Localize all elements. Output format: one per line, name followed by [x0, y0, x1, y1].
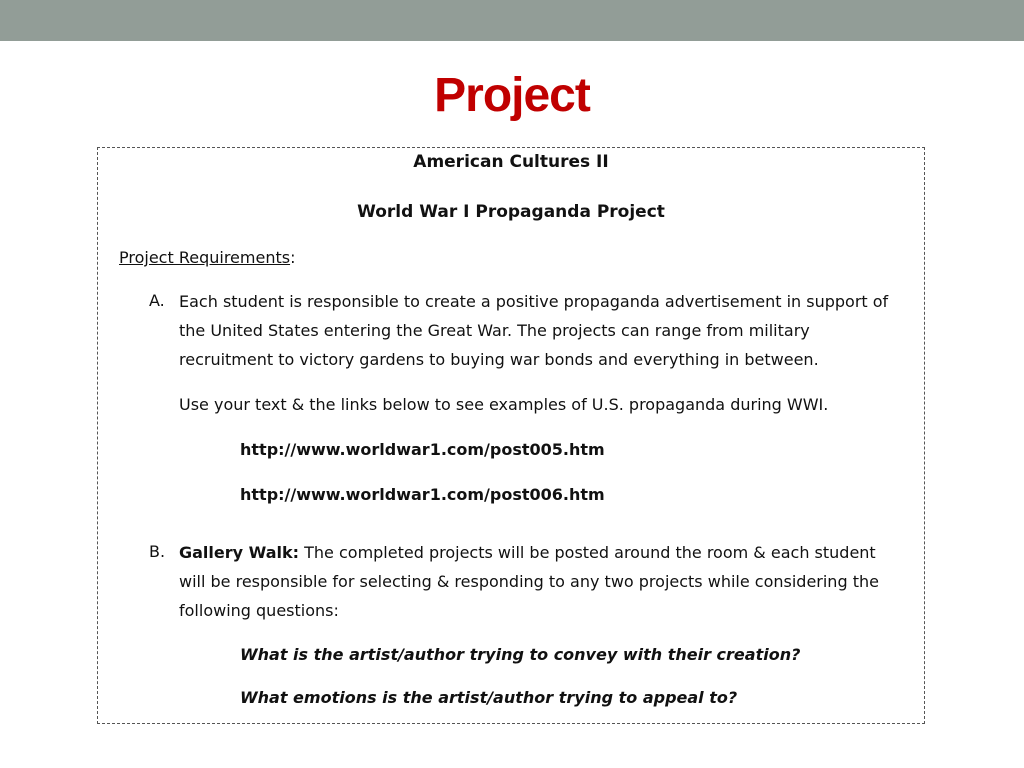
item-b-line: following questions:: [179, 601, 339, 620]
item-a-text: [179, 287, 909, 374]
example-link[interactable]: http://www.worldwar1.com/post005.htm: [240, 440, 605, 459]
item-a-line: the United States entering the Great War. The projects can range from military: [179, 321, 810, 340]
item-b-line: will be responsible for selecting & responding to any two projects while considering the: [179, 572, 879, 591]
example-link[interactable]: http://www.worldwar1.com/post006.htm: [240, 485, 605, 504]
requirements-label-colon: :: [290, 248, 296, 267]
document-excerpt: [97, 147, 925, 724]
project-title: World War I Propaganda Project: [357, 202, 665, 222]
item-b-text: [179, 538, 909, 625]
course-title: American Cultures II: [413, 152, 609, 172]
item-a-marker: A.: [149, 291, 165, 310]
slide-title: Project: [434, 69, 590, 122]
item-b-line: The completed projects will be posted around the room & each student: [299, 543, 876, 562]
requirements-label: [119, 247, 295, 269]
reflection-question: What emotions is the artist/author trying to appeal to?: [240, 688, 738, 707]
item-a-line: recruitment to victory gardens to buying war bonds and everything in between.: [179, 350, 819, 369]
gallery-walk-label: Gallery Walk:: [179, 543, 300, 562]
reflection-question: What is the artist/author trying to convey with their creation?: [240, 645, 801, 664]
links-intro: Use your text & the links below to see examples of U.S. propaganda during WWI.: [179, 395, 829, 414]
top-banner-bar: [0, 0, 1024, 41]
item-b-line-first: [179, 538, 909, 567]
item-a-line: Each student is responsible to create a positive propaganda advertisement in support of: [179, 292, 889, 311]
item-b-marker: B.: [149, 542, 166, 561]
requirements-label-text: Project Requirements: [119, 248, 291, 267]
